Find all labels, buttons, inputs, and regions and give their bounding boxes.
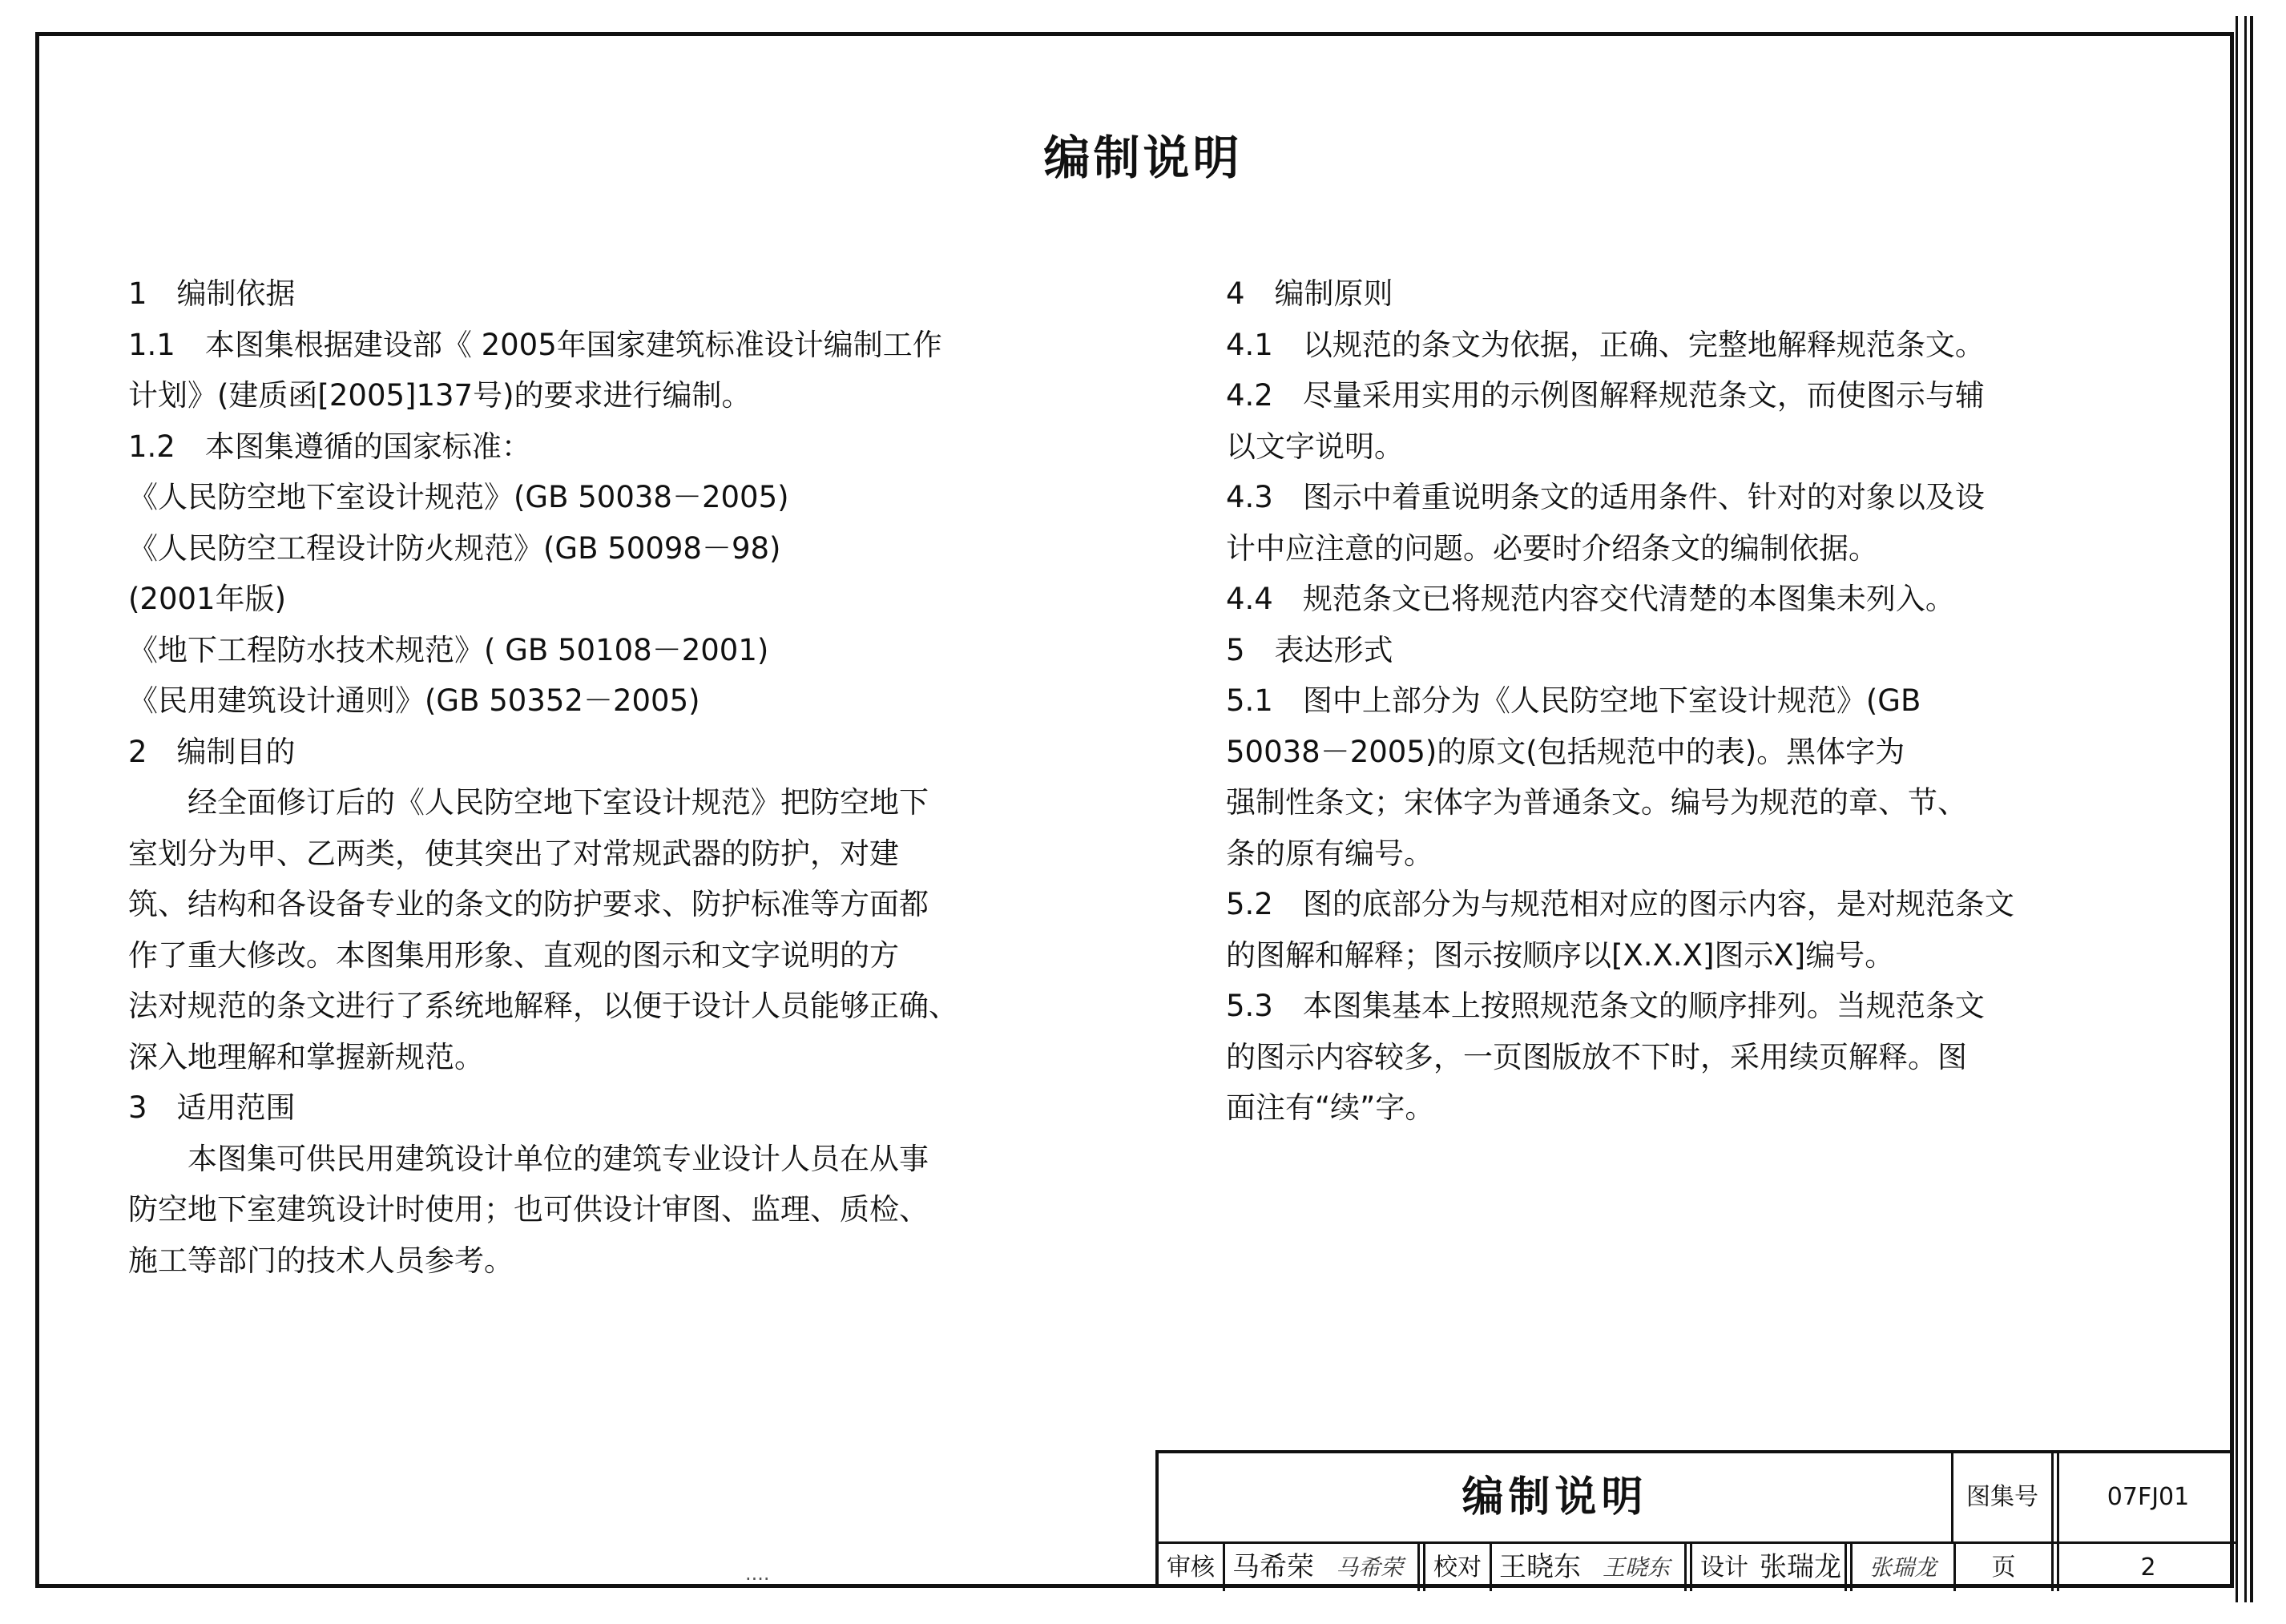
section-heading: 1 编制依据 bbox=[128, 276, 296, 311]
text-line: 面注有“续”字。 bbox=[1226, 1090, 1435, 1125]
page-label: 页 bbox=[1991, 1553, 2016, 1582]
drawing-name: 编制说明 bbox=[1159, 1453, 1953, 1541]
text-line: (2001年版) bbox=[128, 582, 287, 616]
text-line: 1.2 本图集遵循的国家标准： bbox=[128, 429, 531, 464]
check-label: 校对 bbox=[1433, 1553, 1482, 1582]
binding-strip bbox=[2236, 16, 2247, 1602]
title-block-divider bbox=[2051, 1453, 2059, 1591]
text-line: 条的原有编号。 bbox=[1226, 836, 1433, 871]
text-line: 5.3 本图集基本上按照规范条文的顺序排列。当规范条文 bbox=[1226, 989, 1985, 1023]
text-line: 筑、结构和各设备专业的条文的防护要求、防护标准等方面都 bbox=[128, 887, 929, 921]
text-line: 施工等部门的技术人员参考。 bbox=[128, 1243, 514, 1278]
text-line: 计划》(建质函[2005]137号)的要求进行编制。 bbox=[128, 378, 752, 413]
text-line: 本图集可供民用建筑设计单位的建筑专业设计人员在从事 bbox=[187, 1141, 929, 1176]
text-line: 深入地理解和掌握新规范。 bbox=[128, 1039, 484, 1074]
text-line: 作了重大修改。本图集用形象、直观的图示和文字说明的方 bbox=[128, 937, 899, 973]
section-heading: 4 编制原则 bbox=[1226, 276, 1393, 311]
atlas-number: 07FJ01 bbox=[2107, 1483, 2190, 1511]
text-line: 的图示内容较多，一页图版放不下时，采用续页解释。图 bbox=[1226, 1039, 1967, 1074]
cell-divider bbox=[1684, 1544, 1692, 1591]
design-label: 设计 bbox=[1700, 1553, 1748, 1582]
text-line: 5.2 图的底部分为与规范相对应的图示内容，是对规范条文 bbox=[1226, 887, 2014, 921]
footer-mark: .... bbox=[745, 1562, 770, 1585]
section-heading: 3 适用范围 bbox=[128, 1090, 296, 1125]
cell-divider bbox=[1417, 1544, 1425, 1591]
designer-signature: 张瑞龙 bbox=[1869, 1554, 1937, 1581]
reviewer-name: 马希荣 bbox=[1232, 1551, 1314, 1583]
designer-name: 张瑞龙 bbox=[1760, 1551, 1841, 1583]
text-line: 《人民防空地下室设计规范》(GB 50038－2005) bbox=[128, 480, 789, 514]
text-line: 计中应注意的问题。必要时介绍条文的编制依据。 bbox=[1226, 530, 1878, 566]
text-line: 强制性条文；宋体字为普通条文。编号为规范的章、节、 bbox=[1226, 785, 1967, 820]
reviewer-signature: 马希荣 bbox=[1335, 1554, 1403, 1581]
text-line: 1.1 本图集根据建设部《 2005年国家建筑标准设计编制工作 bbox=[128, 327, 942, 362]
text-line: 防空地下室建筑设计时使用；也可供设计审图、监理、质检、 bbox=[128, 1192, 929, 1227]
text-line: 4.1 以规范的条文为依据，正确、完整地解释规范条文。 bbox=[1226, 327, 1985, 362]
review-label: 审核 bbox=[1167, 1553, 1215, 1582]
text-line: 4.4 规范条文已将规范内容交代清楚的本图集未列入。 bbox=[1226, 582, 1955, 616]
page-title: 编制说明 bbox=[1043, 131, 1243, 185]
title-block bbox=[1155, 1450, 2234, 1588]
text-line: 5.1 图中上部分为《人民防空地下室设计规范》(GB bbox=[1226, 683, 1921, 718]
text-line: 的图解和解释；图示按顺序以[X.X.X]图示X]编号。 bbox=[1226, 937, 1895, 973]
text-line: 经全面修订后的《人民防空地下室设计规范》把防空地下 bbox=[187, 785, 929, 820]
right-column bbox=[1226, 268, 2171, 1134]
text-line: 《民用建筑设计通则》(GB 50352－2005) bbox=[128, 683, 700, 718]
text-line: 以文字说明。 bbox=[1226, 429, 1404, 464]
text-line: 《地下工程防水技术规范》( GB 50108－2001) bbox=[128, 632, 769, 667]
page-number: 2 bbox=[2140, 1553, 2156, 1582]
checker-signature: 王晓东 bbox=[1602, 1554, 1670, 1581]
text-line: 50038－2005)的原文(包括规范中的表)。黑体字为 bbox=[1226, 734, 1905, 769]
left-column bbox=[128, 268, 1074, 1286]
cell-divider bbox=[1845, 1544, 1853, 1591]
section-heading: 5 表达形式 bbox=[1226, 632, 1393, 667]
text-line: 4.2 尽量采用实用的示例图解释规范条文，而使图示与辅 bbox=[1226, 378, 1985, 413]
binding-strip-line bbox=[2250, 16, 2253, 1602]
text-line: 法对规范的条文进行了系统地解释，以便于设计人员能够正确、 bbox=[128, 989, 958, 1023]
checker-name: 王晓东 bbox=[1499, 1551, 1581, 1583]
text-line: 室划分为甲、乙两类，使其突出了对常规武器的防护，对建 bbox=[128, 836, 899, 871]
text-line: 《人民防空工程设计防火规范》(GB 50098－98) bbox=[128, 530, 781, 566]
text-line: 4.3 图示中着重说明条文的适用条件、针对的对象以及设 bbox=[1226, 480, 1985, 514]
section-heading: 2 编制目的 bbox=[128, 734, 296, 769]
atlas-label: 图集号 bbox=[1966, 1483, 2038, 1511]
